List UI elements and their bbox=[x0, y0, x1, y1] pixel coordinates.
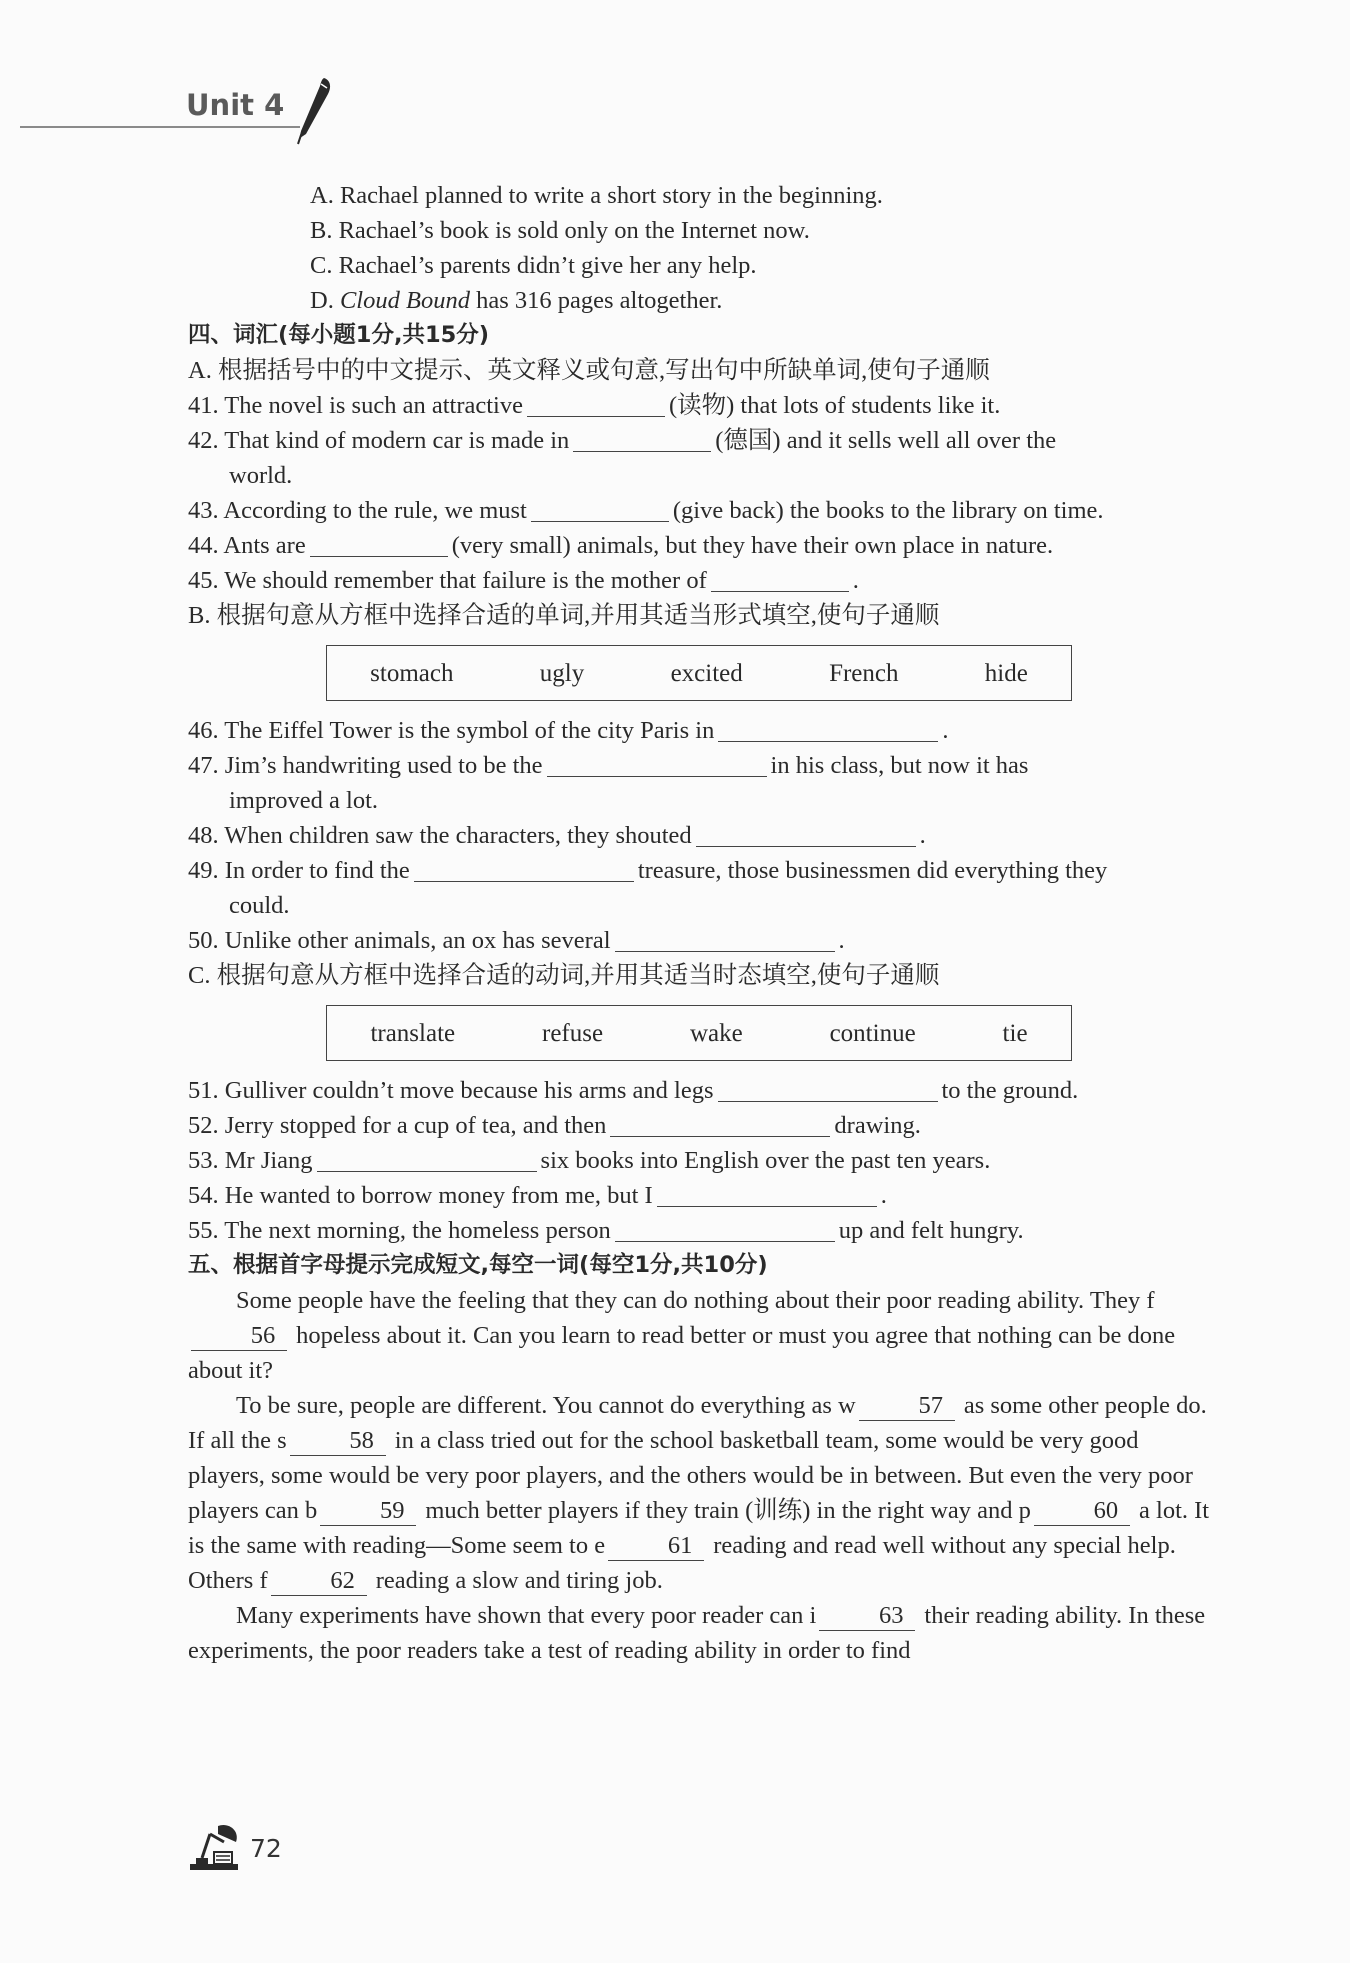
pen-icon bbox=[290, 76, 334, 146]
numbered-blank[interactable]: 57 bbox=[859, 1392, 955, 1421]
section-5-title: 五、根据首字母提示完成短文,每空一词(每空1分,共10分) bbox=[188, 1252, 768, 1278]
word-box-c bbox=[326, 1005, 1072, 1061]
answer-blank[interactable] bbox=[310, 530, 448, 557]
numbered-blank[interactable]: 58 bbox=[290, 1427, 386, 1456]
word-option: refuse bbox=[542, 1019, 604, 1047]
question-49-continued: could. bbox=[229, 892, 290, 919]
answer-blank[interactable] bbox=[718, 715, 938, 742]
word-option: stomach bbox=[370, 659, 454, 687]
numbered-blank[interactable]: 60 bbox=[1034, 1497, 1130, 1526]
page-number: 72 bbox=[250, 1834, 282, 1863]
answer-blank[interactable] bbox=[718, 1075, 938, 1102]
worksheet-content bbox=[188, 178, 1218, 1668]
answer-blank[interactable] bbox=[610, 1110, 830, 1137]
question-55: 55. The next morning, the homeless person up and felt hungry. bbox=[188, 1217, 1024, 1244]
answer-blank[interactable] bbox=[657, 1180, 877, 1207]
part-b-instruction: B. 根据句意从方框中选择合适的单词,并用其适当形式填空,使句子通顺 bbox=[188, 602, 940, 629]
book-title: Cloud Bound bbox=[339, 287, 470, 314]
question-52: 52. Jerry stopped for a cup of tea, and then drawing. bbox=[188, 1112, 921, 1139]
word-option: continue bbox=[829, 1019, 916, 1047]
part-c-instruction: C. 根据句意从方框中选择合适的动词,并用其适当时态填空,使句子通顺 bbox=[188, 962, 940, 989]
option-a: A. Rachael planned to write a short story in the beginning. bbox=[310, 182, 883, 209]
numbered-blank[interactable]: 63 bbox=[819, 1602, 915, 1631]
word-option: translate bbox=[370, 1019, 456, 1047]
option-d: D. Cloud Bound has 316 pages altogether. bbox=[310, 287, 723, 314]
answer-blank[interactable] bbox=[711, 565, 849, 592]
passage-paragraph-3: Many experiments have shown that every poor reader can i 63 their reading ability. In these experiments, the poor readers take a test of reading ability in order to find bbox=[188, 1602, 1206, 1664]
question-51: 51. Gulliver couldn’t move because his arms and legs to the ground. bbox=[188, 1077, 1079, 1104]
word-option: hide bbox=[984, 659, 1028, 687]
question-45: 45. We should remember that failure is the mother of . bbox=[188, 567, 859, 594]
question-49: 49. In order to find the treasure, those businessmen did everything they bbox=[188, 857, 1108, 884]
page-footer bbox=[188, 1820, 388, 1872]
word-option: wake bbox=[689, 1019, 743, 1047]
passage-paragraph-2: To be sure, people are different. You cannot do everything as w 57 as some other people do. If all the s 58 in a class tried out for the school basketball team, some would be very good players, some would be very poor players, and the others would be in between. But even the very poor players can b 59 much better players if they train (训练) in the right way and p 60 a lot. It is the same with reading—Some seem to e 61 reading and read well without any special help. Others f 62 reading a slow and tiring job. bbox=[188, 1392, 1210, 1594]
section-4-title: 四、词汇(每小题1分,共15分) bbox=[188, 322, 490, 348]
answer-blank[interactable] bbox=[531, 495, 669, 522]
answer-blank[interactable] bbox=[696, 820, 916, 847]
answer-blank[interactable] bbox=[615, 1215, 835, 1242]
question-53: 53. Mr Jiang six books into English over the past ten years. bbox=[188, 1147, 991, 1174]
unit-title: Unit 4 bbox=[186, 88, 285, 122]
question-42: 42. That kind of modern car is made in (德国) and it sells well all over the bbox=[188, 427, 1057, 454]
question-46: 46. The Eiffel Tower is the symbol of the city Paris in . bbox=[188, 717, 949, 744]
option-c: C. Rachael’s parents didn’t give her any help. bbox=[310, 252, 757, 279]
question-43: 43. According to the rule, we must (give back) the books to the library on time. bbox=[188, 497, 1104, 524]
question-47: 47. Jim’s handwriting used to be the in his class, but now it has bbox=[188, 752, 1029, 779]
question-41: 41. The novel is such an attractive (读物) that lots of students like it. bbox=[188, 392, 1001, 419]
option-b: B. Rachael’s book is sold only on the Internet now. bbox=[310, 217, 810, 244]
question-47-continued: improved a lot. bbox=[229, 787, 379, 814]
numbered-blank[interactable]: 59 bbox=[320, 1497, 416, 1526]
word-option: ugly bbox=[539, 659, 585, 687]
numbered-blank[interactable]: 56 bbox=[191, 1322, 287, 1351]
answer-blank[interactable] bbox=[547, 750, 767, 777]
word-option: tie bbox=[1002, 1019, 1028, 1047]
answer-blank[interactable] bbox=[527, 390, 665, 417]
passage-paragraph-1: Some people have the feeling that they can do nothing about their poor reading ability. They f56 hopeless about it. Can you learn to read better or must you agree that nothing can be done about it? bbox=[188, 1287, 1176, 1384]
answer-blank[interactable] bbox=[414, 855, 634, 882]
word-option: French bbox=[829, 659, 899, 687]
header-rule bbox=[20, 126, 300, 128]
question-50: 50. Unlike other animals, an ox has several . bbox=[188, 927, 845, 954]
question-44: 44. Ants are (very small) animals, but they have their own place in nature. bbox=[188, 532, 1054, 559]
question-42-continued: world. bbox=[229, 462, 293, 489]
word-box-b bbox=[326, 645, 1072, 701]
page-header bbox=[0, 70, 360, 140]
numbered-blank[interactable]: 61 bbox=[608, 1532, 704, 1561]
word-option: excited bbox=[670, 659, 743, 687]
question-48: 48. When children saw the characters, they shouted . bbox=[188, 822, 926, 849]
numbered-blank[interactable]: 62 bbox=[271, 1567, 367, 1596]
part-a-instruction: A. 根据括号中的中文提示、英文释义或句意,写出句中所缺单词,使句子通顺 bbox=[188, 357, 990, 384]
answer-blank[interactable] bbox=[615, 925, 835, 952]
answer-blank[interactable] bbox=[317, 1145, 537, 1172]
desk-lamp-icon bbox=[188, 1820, 242, 1872]
question-54: 54. He wanted to borrow money from me, but I . bbox=[188, 1182, 887, 1209]
answer-blank[interactable] bbox=[573, 425, 711, 452]
